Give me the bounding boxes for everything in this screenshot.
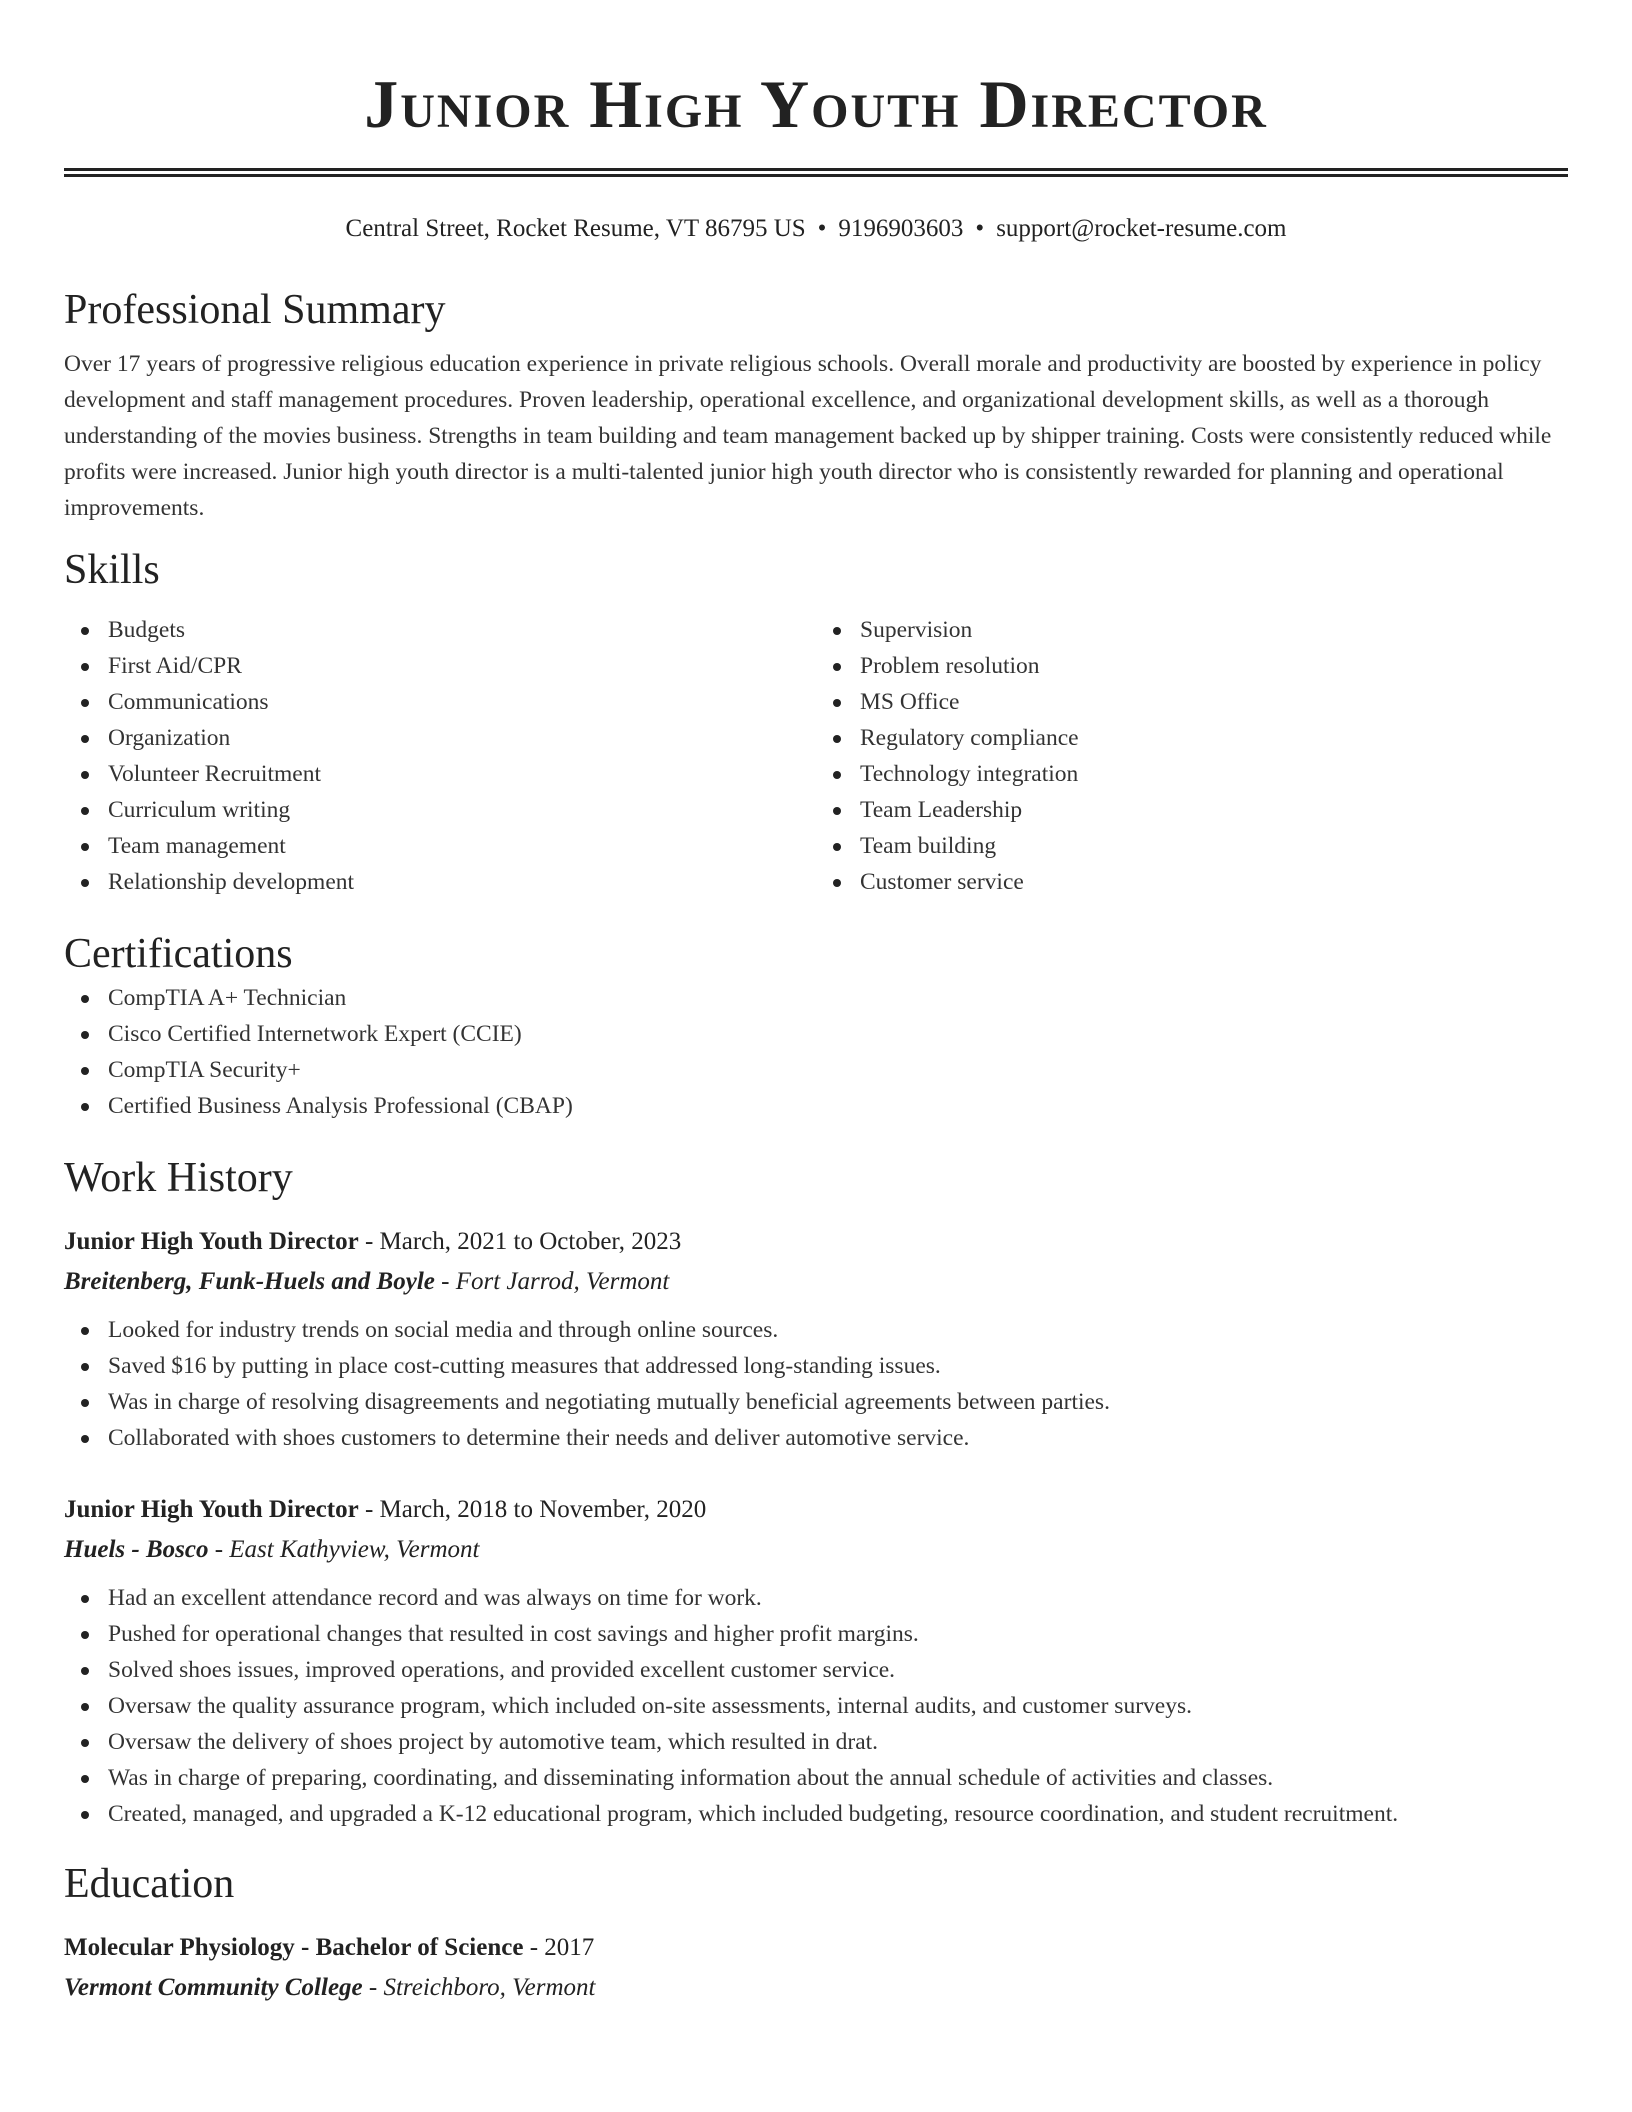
degree-name: Molecular Physiology - Bachelor of Science [64,1934,524,1961]
job-role: Junior High Youth Director [64,1496,359,1523]
job-bullets [64,1580,1568,1832]
skill-item: Volunteer Recruitment [64,756,816,792]
summary-text: Over 17 years of progressive religious education experience in private religious schools. Overall morale and productivity are boosted by experience in policy development and staff management procedures. Proven leadership, operational excellence, and organizational development skills, as well as a thorough understanding of the movies business. Strengths in team building and team management backed up by shipper training. Costs were consistently reduced while profits were increased. Junior high youth director is a multi-talented junior high youth director who is consistently rewarded for planning and operational improvements. [64,351,1552,521]
education-entry [64,1928,1568,2008]
certification-item: Certified Business Analysis Professional (CBAP) [64,1088,1568,1124]
skill-item: Team management [64,828,816,864]
education-section [64,1858,1568,2008]
skill-item: First Aid/CPR [64,648,816,684]
employer-name: Huels - Bosco [64,1536,209,1563]
school-line [64,1968,1568,2008]
job-bullet: Solved shoes issues, improved operations, and provided excellent customer service. [64,1652,1568,1688]
job-bullet: Was in charge of preparing, coordinating, and disseminating information about the annual schedule of activities and classes. [64,1760,1568,1796]
work-history-section [64,1152,1568,1832]
contact-separator: • [817,215,827,242]
school-name: Vermont Community College [64,1974,363,2001]
degree-line [64,1928,1568,1968]
certifications-heading: Certifications [64,931,293,977]
contact-separator: • [975,215,985,242]
job-bullet: Pushed for operational changes that resulted in cost savings and higher profit margins. [64,1616,1568,1652]
employer-location: - East Kathyview, Vermont [208,1536,480,1563]
skill-item: Relationship development [64,864,816,900]
employer-line [64,1262,1568,1302]
job-entry [64,1490,1568,1832]
skills-right-list [816,612,1568,900]
job-bullet: Oversaw the delivery of shoes project by automotive team, which resulted in drat. [64,1724,1568,1760]
skill-item: Team building [816,828,1568,864]
employer-line [64,1530,1568,1570]
certification-item: CompTIA Security+ [64,1052,1568,1088]
job-title-line [64,1490,1568,1530]
skill-item: Technology integration [816,756,1568,792]
contact-phone: 9196903603 [838,215,964,242]
job-bullet: Looked for industry trends on social media and through online sources. [64,1312,1568,1348]
skills-left-list [64,612,816,900]
employer-location: - Fort Jarrod, Vermont [434,1268,670,1295]
certifications-list [64,980,1568,1124]
job-bullet: Created, managed, and upgraded a K-12 educational program, which included budgeting, resource coordination, and student recruitment. [64,1796,1568,1832]
certification-item: Cisco Certified Internetwork Expert (CCIE) [64,1016,1568,1052]
certification-item: CompTIA A+ Technician [64,980,1568,1016]
skill-item: Team Leadership [816,792,1568,828]
job-dates: - March, 2021 to October, 2023 [358,1228,682,1255]
employer-name: Breitenberg, Funk-Huels and Boyle [64,1268,435,1295]
skills-columns [64,612,1568,900]
summary-heading: Professional Summary [64,287,446,333]
skills-section [64,544,1568,900]
skills-heading: Skills [64,547,160,593]
skill-item: Customer service [816,864,1568,900]
skill-item: Regulatory compliance [816,720,1568,756]
school-location: - Streichboro, Vermont [362,1974,596,2001]
skill-item: Organization [64,720,816,756]
job-bullet: Had an excellent attendance record and was always on time for work. [64,1580,1568,1616]
job-dates: - March, 2018 to November, 2020 [358,1496,707,1523]
contact-line [64,212,1568,246]
summary-section [64,284,1568,526]
skill-item: Communications [64,684,816,720]
job-role: Junior High Youth Director [64,1228,359,1255]
job-bullet: Collaborated with shoes customers to determine their needs and deliver automotive service. [64,1420,1568,1456]
job-bullet: Was in charge of resolving disagreements and negotiating mutually beneficial agreements between parties. [64,1384,1568,1420]
work-history-heading: Work History [64,1155,293,1201]
job-bullet: Saved $16 by putting in place cost-cutting measures that addressed long-standing issues. [64,1348,1568,1384]
contact-email[interactable]: support@rocket-resume.com [996,215,1287,242]
job-bullets [64,1312,1568,1456]
job-title-line [64,1222,1568,1262]
skill-item: Curriculum writing [64,792,816,828]
header-divider [64,168,1568,177]
candidate-name: Junior High Youth Director [364,66,1268,142]
certifications-section [64,928,1568,1124]
skill-item: Problem resolution [816,648,1568,684]
contact-address: Central Street, Rocket Resume, VT 86795 US [345,215,806,242]
skill-item: Supervision [816,612,1568,648]
skill-item: Budgets [64,612,816,648]
degree-year: - 2017 [523,1934,595,1961]
skill-item: MS Office [816,684,1568,720]
job-entry [64,1222,1568,1456]
education-heading: Education [64,1861,235,1907]
job-bullet: Oversaw the quality assurance program, which included on-site assessments, internal audits, and customer surveys. [64,1688,1568,1724]
